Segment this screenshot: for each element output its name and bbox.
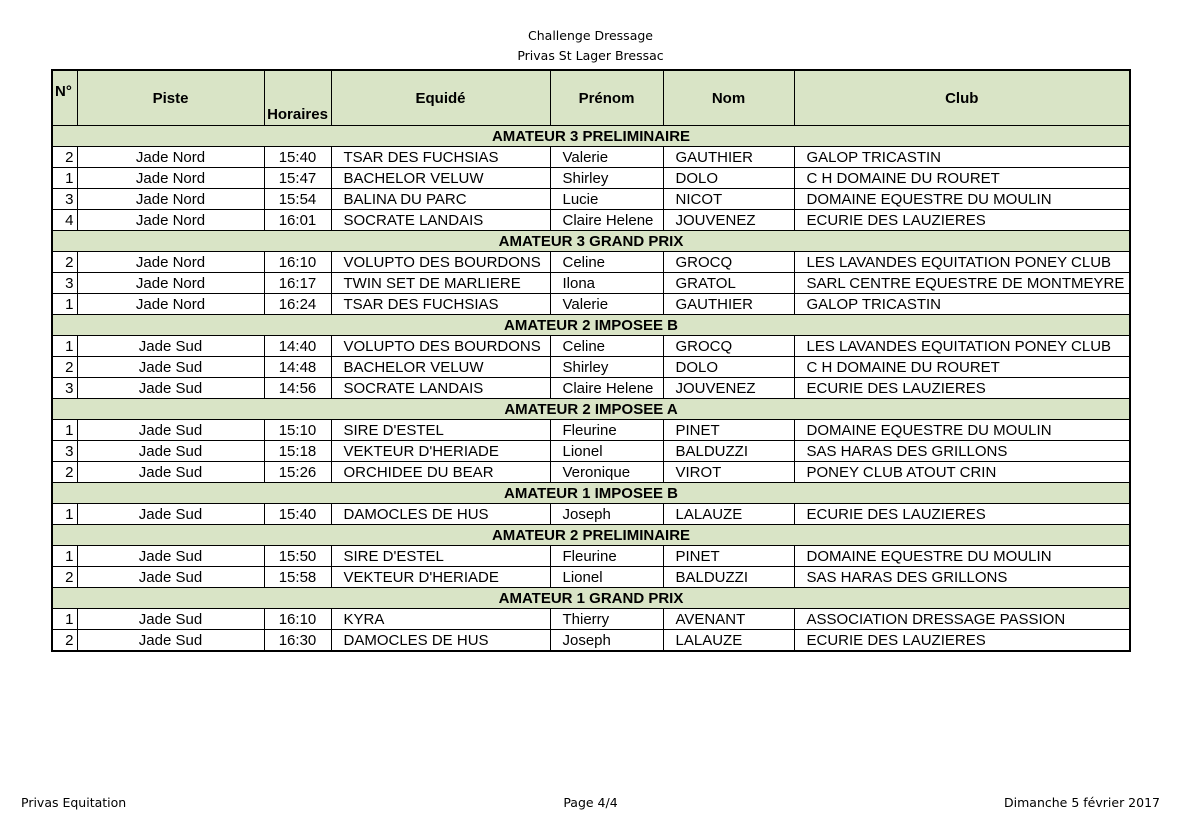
cell-prenom: Shirley (550, 357, 663, 378)
cell-prenom: Fleurine (550, 420, 663, 441)
col-header-club: Club (794, 70, 1130, 126)
document-subtitle: Privas St Lager Bressac (517, 48, 664, 63)
cell-club: LES LAVANDES EQUITATION PONEY CLUB (794, 336, 1130, 357)
cell-nom: BALDUZZI (663, 567, 794, 588)
cell-number: 1 (52, 609, 77, 630)
cell-piste: Jade Nord (77, 147, 264, 168)
cell-club: DOMAINE EQUESTRE DU MOULIN (794, 189, 1130, 210)
cell-number: 3 (52, 441, 77, 462)
cell-horaire: 16:30 (264, 630, 331, 652)
cell-equide: TSAR DES FUCHSIAS (331, 294, 550, 315)
cell-number: 4 (52, 210, 77, 231)
cell-equide: BALINA DU PARC (331, 189, 550, 210)
cell-equide: BACHELOR VELUW (331, 168, 550, 189)
cell-nom: GRATOL (663, 273, 794, 294)
cell-horaire: 15:40 (264, 147, 331, 168)
section-title: AMATEUR 2 IMPOSEE A (52, 399, 1130, 420)
cell-equide: SOCRATE LANDAIS (331, 210, 550, 231)
cell-equide: KYRA (331, 609, 550, 630)
col-header-horaires: Horaires (264, 70, 331, 126)
cell-horaire: 16:17 (264, 273, 331, 294)
section-title: AMATEUR 2 PRELIMINAIRE (52, 525, 1130, 546)
cell-number: 2 (52, 147, 77, 168)
cell-club: ECURIE DES LAUZIERES (794, 630, 1130, 652)
schedule-table (51, 69, 1131, 652)
cell-equide: VOLUPTO DES BOURDONS (331, 252, 550, 273)
table-row (52, 147, 1130, 168)
cell-nom: BALDUZZI (663, 441, 794, 462)
cell-club: SAS HARAS DES GRILLONS (794, 441, 1130, 462)
cell-equide: BACHELOR VELUW (331, 357, 550, 378)
cell-number: 1 (52, 168, 77, 189)
cell-number: 1 (52, 294, 77, 315)
cell-number: 2 (52, 357, 77, 378)
section-header-row (52, 399, 1130, 420)
cell-prenom: Lionel (550, 567, 663, 588)
cell-equide: VEKTEUR D'HERIADE (331, 441, 550, 462)
cell-nom: GROCQ (663, 336, 794, 357)
cell-club: C H DOMAINE DU ROURET (794, 168, 1130, 189)
section-header-row (52, 483, 1130, 504)
cell-prenom: Thierry (550, 609, 663, 630)
table-row (52, 210, 1130, 231)
table-row (52, 273, 1130, 294)
cell-number: 1 (52, 336, 77, 357)
cell-piste: Jade Sud (77, 420, 264, 441)
cell-nom: DOLO (663, 357, 794, 378)
cell-prenom: Ilona (550, 273, 663, 294)
col-header-number: N° (52, 70, 77, 126)
cell-prenom: Celine (550, 336, 663, 357)
section-title: AMATEUR 1 IMPOSEE B (52, 483, 1130, 504)
cell-number: 1 (52, 420, 77, 441)
cell-prenom: Valerie (550, 294, 663, 315)
cell-piste: Jade Sud (77, 504, 264, 525)
cell-piste: Jade Nord (77, 210, 264, 231)
col-header-equide: Equidé (331, 70, 550, 126)
section-header-row (52, 588, 1130, 609)
cell-piste: Jade Sud (77, 546, 264, 567)
cell-equide: SIRE D'ESTEL (331, 420, 550, 441)
cell-prenom: Joseph (550, 504, 663, 525)
cell-nom: GAUTHIER (663, 294, 794, 315)
cell-horaire: 14:56 (264, 378, 331, 399)
cell-piste: Jade Nord (77, 252, 264, 273)
cell-piste: Jade Nord (77, 168, 264, 189)
table-row (52, 546, 1130, 567)
footer-page-number: Page 4/4 (563, 795, 618, 810)
cell-club: C H DOMAINE DU ROURET (794, 357, 1130, 378)
cell-equide: SIRE D'ESTEL (331, 546, 550, 567)
table-row (52, 357, 1130, 378)
cell-horaire: 16:01 (264, 210, 331, 231)
cell-number: 3 (52, 378, 77, 399)
cell-horaire: 15:40 (264, 504, 331, 525)
cell-club: PONEY CLUB ATOUT CRIN (794, 462, 1130, 483)
cell-number: 2 (52, 252, 77, 273)
cell-piste: Jade Nord (77, 189, 264, 210)
cell-horaire: 15:58 (264, 567, 331, 588)
cell-equide: DAMOCLES DE HUS (331, 504, 550, 525)
cell-equide: VEKTEUR D'HERIADE (331, 567, 550, 588)
cell-number: 1 (52, 546, 77, 567)
cell-number: 2 (52, 567, 77, 588)
cell-club: DOMAINE EQUESTRE DU MOULIN (794, 420, 1130, 441)
cell-horaire: 15:50 (264, 546, 331, 567)
cell-horaire: 15:54 (264, 189, 331, 210)
cell-horaire: 14:48 (264, 357, 331, 378)
cell-prenom: Joseph (550, 630, 663, 652)
cell-piste: Jade Nord (77, 273, 264, 294)
cell-prenom: Claire Helene (550, 378, 663, 399)
cell-nom: PINET (663, 546, 794, 567)
cell-number: 2 (52, 462, 77, 483)
section-header-row (52, 525, 1130, 546)
cell-nom: JOUVENEZ (663, 210, 794, 231)
section-header-row (52, 126, 1130, 147)
cell-club: ASSOCIATION DRESSAGE PASSION (794, 609, 1130, 630)
section-title: AMATEUR 1 GRAND PRIX (52, 588, 1130, 609)
table-row (52, 378, 1130, 399)
section-header-row (52, 231, 1130, 252)
cell-number: 3 (52, 273, 77, 294)
cell-prenom: Lucie (550, 189, 663, 210)
cell-nom: PINET (663, 420, 794, 441)
cell-piste: Jade Sud (77, 609, 264, 630)
cell-club: ECURIE DES LAUZIERES (794, 504, 1130, 525)
cell-prenom: Claire Helene (550, 210, 663, 231)
cell-club: SARL CENTRE EQUESTRE DE MONTMEYRE (794, 273, 1130, 294)
table-row (52, 567, 1130, 588)
cell-horaire: 14:40 (264, 336, 331, 357)
cell-club: LES LAVANDES EQUITATION PONEY CLUB (794, 252, 1130, 273)
cell-nom: DOLO (663, 168, 794, 189)
footer-date: Dimanche 5 février 2017 (1004, 795, 1160, 810)
cell-club: SAS HARAS DES GRILLONS (794, 567, 1130, 588)
cell-nom: GROCQ (663, 252, 794, 273)
cell-prenom: Shirley (550, 168, 663, 189)
cell-piste: Jade Sud (77, 462, 264, 483)
cell-club: ECURIE DES LAUZIERES (794, 210, 1130, 231)
table-row (52, 252, 1130, 273)
section-header-row (52, 315, 1130, 336)
table-row (52, 441, 1130, 462)
cell-nom: JOUVENEZ (663, 378, 794, 399)
cell-club: GALOP TRICASTIN (794, 147, 1130, 168)
col-header-piste: Piste (77, 70, 264, 126)
cell-nom: AVENANT (663, 609, 794, 630)
table-row (52, 420, 1130, 441)
cell-prenom: Valerie (550, 147, 663, 168)
table-row (52, 462, 1130, 483)
cell-horaire: 15:18 (264, 441, 331, 462)
cell-prenom: Celine (550, 252, 663, 273)
footer-organizer: Privas Equitation (21, 795, 127, 810)
cell-horaire: 16:24 (264, 294, 331, 315)
cell-horaire: 15:26 (264, 462, 331, 483)
cell-nom: VIROT (663, 462, 794, 483)
table-row (52, 504, 1130, 525)
cell-prenom: Veronique (550, 462, 663, 483)
cell-piste: Jade Sud (77, 378, 264, 399)
table-row (52, 609, 1130, 630)
cell-number: 2 (52, 630, 77, 652)
section-title: AMATEUR 3 PRELIMINAIRE (52, 126, 1130, 147)
cell-piste: Jade Sud (77, 630, 264, 652)
cell-number: 3 (52, 189, 77, 210)
cell-equide: TWIN SET DE MARLIERE (331, 273, 550, 294)
cell-horaire: 15:10 (264, 420, 331, 441)
cell-equide: SOCRATE LANDAIS (331, 378, 550, 399)
cell-club: DOMAINE EQUESTRE DU MOULIN (794, 546, 1130, 567)
cell-prenom: Lionel (550, 441, 663, 462)
cell-club: GALOP TRICASTIN (794, 294, 1130, 315)
table-row (52, 294, 1130, 315)
cell-club: ECURIE DES LAUZIERES (794, 378, 1130, 399)
cell-horaire: 16:10 (264, 252, 331, 273)
col-header-prenom: Prénom (550, 70, 663, 126)
cell-prenom: Fleurine (550, 546, 663, 567)
cell-nom: LALAUZE (663, 630, 794, 652)
section-title: AMATEUR 2 IMPOSEE B (52, 315, 1130, 336)
cell-equide: DAMOCLES DE HUS (331, 630, 550, 652)
cell-equide: ORCHIDEE DU BEAR (331, 462, 550, 483)
cell-piste: Jade Nord (77, 294, 264, 315)
cell-nom: GAUTHIER (663, 147, 794, 168)
cell-equide: VOLUPTO DES BOURDONS (331, 336, 550, 357)
cell-equide: TSAR DES FUCHSIAS (331, 147, 550, 168)
cell-horaire: 16:10 (264, 609, 331, 630)
col-header-nom: Nom (663, 70, 794, 126)
schedule-body (52, 126, 1130, 652)
table-row (52, 168, 1130, 189)
cell-nom: LALAUZE (663, 504, 794, 525)
table-row (52, 630, 1130, 652)
header-row (52, 70, 1130, 126)
cell-piste: Jade Sud (77, 336, 264, 357)
section-title: AMATEUR 3 GRAND PRIX (52, 231, 1130, 252)
cell-horaire: 15:47 (264, 168, 331, 189)
cell-nom: NICOT (663, 189, 794, 210)
cell-number: 1 (52, 504, 77, 525)
table-row (52, 336, 1130, 357)
cell-piste: Jade Sud (77, 567, 264, 588)
cell-piste: Jade Sud (77, 357, 264, 378)
document-title: Challenge Dressage (528, 28, 653, 43)
table-row (52, 189, 1130, 210)
cell-piste: Jade Sud (77, 441, 264, 462)
